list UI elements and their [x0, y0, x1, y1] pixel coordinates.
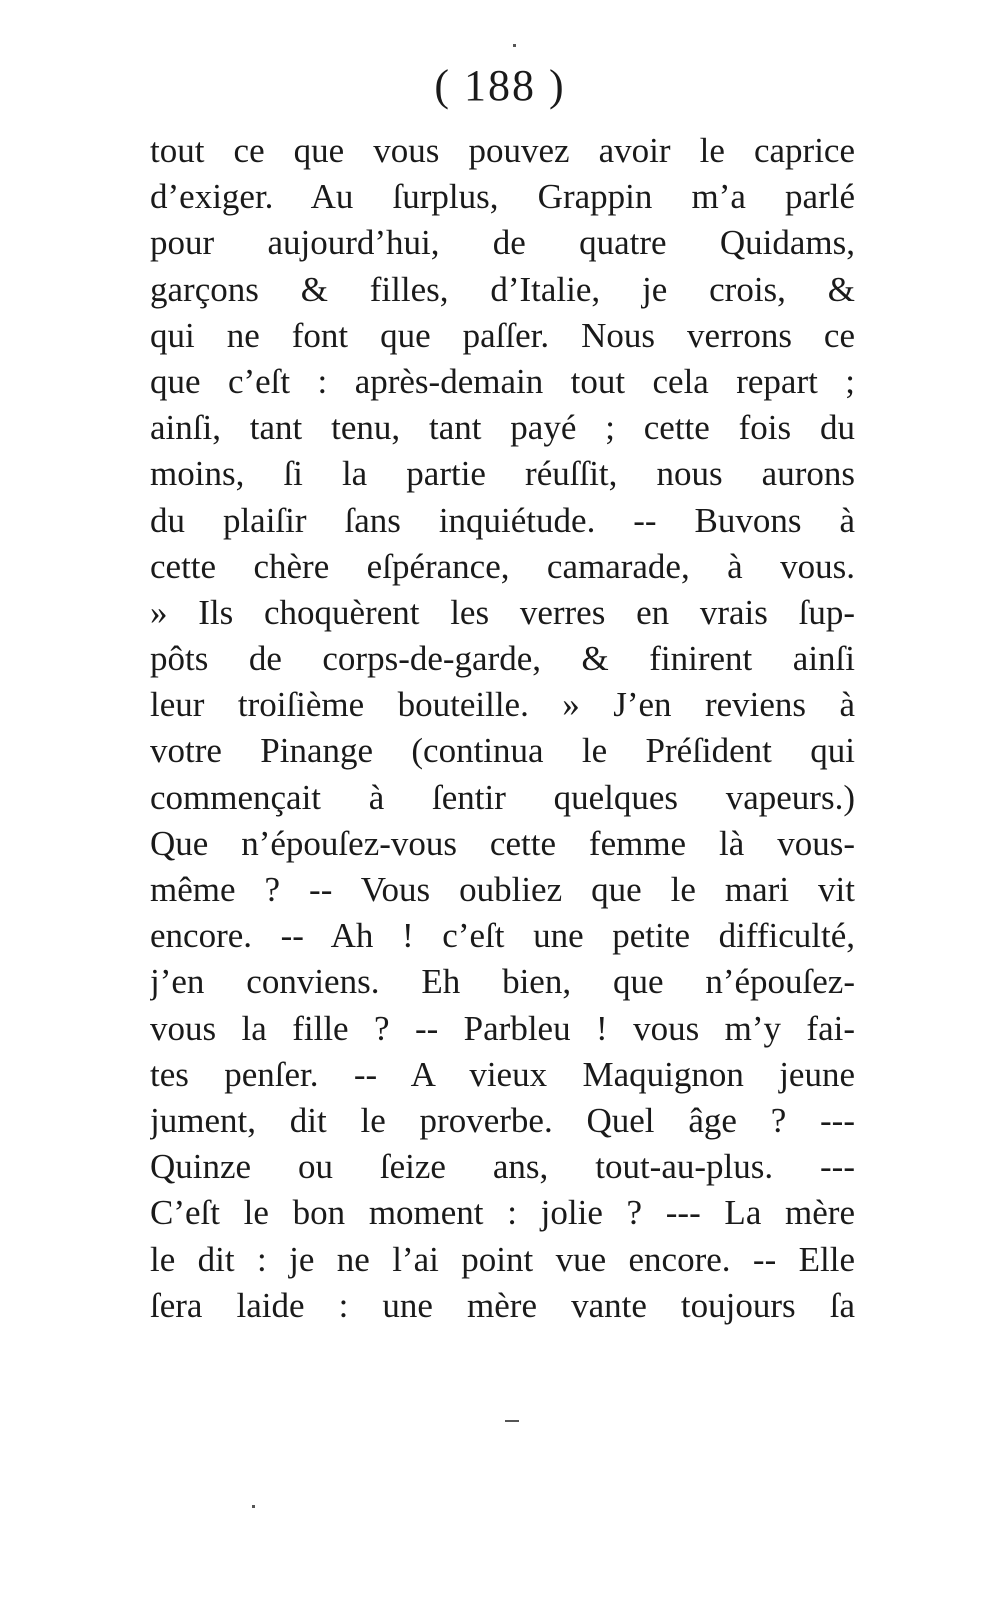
print-speck-top [513, 44, 516, 47]
text-line: C’eſt le bon moment : jolie ? --- La mère [150, 1193, 855, 1233]
text-line: qui ne font que paſſer. Nous verrons ce [150, 315, 855, 355]
text-line: tout ce que vous pouvez avoir le caprice [150, 131, 855, 170]
text-line: votre Pinange (continua le Préſident qui [150, 731, 855, 771]
print-speck-bottom [505, 1420, 519, 1422]
text-line: pôts de corps-de-garde, & finirent ainſi [150, 639, 855, 679]
text-line: du plaiſir ſans inquiétude. -- Buvons à [150, 500, 855, 540]
text-line: ſera laide : une mère vante toujours ſa [150, 1285, 855, 1325]
text-line: jument, dit le proverbe. Quel âge ? --- [150, 1100, 855, 1140]
text-line: vous la fille ? -- Parbleu ! vous m’y fai- [150, 1008, 855, 1048]
print-speck-bottom-2 [252, 1505, 255, 1508]
text-line: commençait à ſentir quelques vapeurs.) [150, 777, 855, 817]
text-line: Quinze ou ſeize ans, tout-au-plus. --- [150, 1147, 855, 1187]
text-line: Que n’épouſez-vous cette femme là vous- [150, 823, 855, 863]
text-line: même ? -- Vous oubliez que le mari vit [150, 870, 855, 909]
page-number: ( 188 ) [434, 61, 566, 110]
text-line: moins, ſi la partie réuſſit, nous aurons [150, 454, 855, 494]
text-line: » Ils choquèrent les verres en vrais ſup- [150, 592, 855, 632]
body-text [150, 128, 855, 1329]
text-line: leur troiſième bouteille. » J’en reviens à [150, 685, 855, 725]
text-line: garçons & filles, d’Italie, je crois, & [150, 269, 855, 309]
text-line: que c’eſt : après-demain tout cela repart ; [150, 361, 855, 401]
text-line: le dit : je ne l’ai point vue encore. -- Elle [150, 1239, 855, 1279]
text-line: tes penſer. -- A vieux Maquignon jeune [150, 1054, 855, 1094]
text-line: encore. -- Ah ! c’eſt une petite difficulté, [150, 916, 855, 956]
text-line: pour aujourd’hui, de quatre Quidams, [150, 223, 855, 263]
text-line: d’exiger. Au ſurplus, Grappin m’a parlé [150, 177, 855, 217]
text-line: ainſi, tant tenu, tant payé ; cette fois du [150, 408, 855, 448]
text-line: j’en conviens. Eh bien, que n’épouſez- [150, 962, 855, 1002]
text-line: cette chère eſpérance, camarade, à vous. [150, 546, 855, 586]
